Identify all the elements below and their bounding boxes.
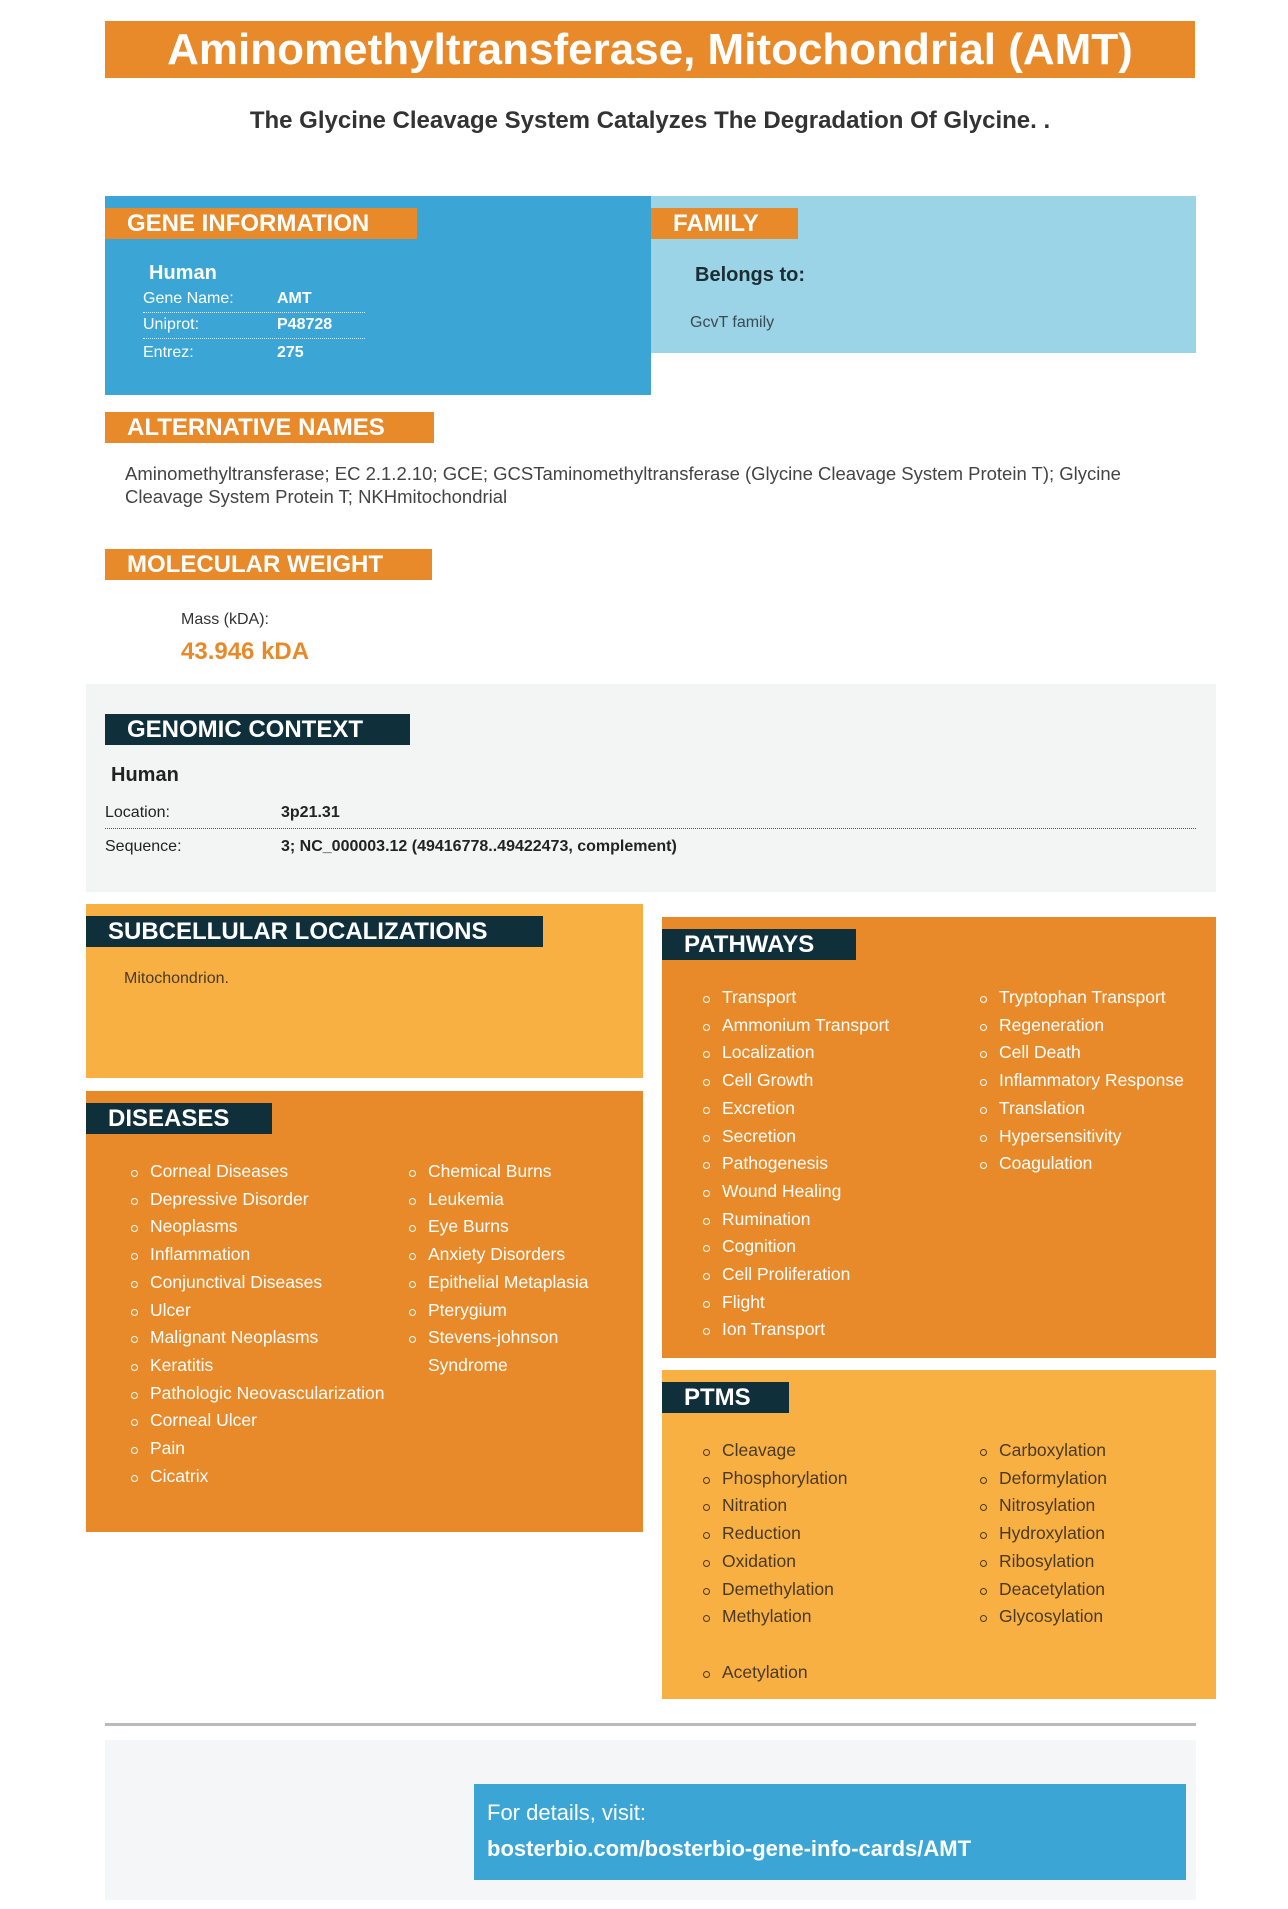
pathways-panel xyxy=(662,917,1216,1358)
list-item: Ulcer xyxy=(131,1297,391,1325)
location-value: 3p21.31 xyxy=(281,804,340,821)
genomic-species: Human xyxy=(111,764,179,786)
family-heading: FAMILY xyxy=(651,208,798,239)
gene-name-label: Gene Name: xyxy=(143,290,234,307)
list-item: Pathologic Neovascularization xyxy=(131,1380,391,1408)
list-item: Pterygium xyxy=(409,1297,629,1325)
list-item: Rumination xyxy=(703,1206,958,1234)
list-item: Phosphorylation xyxy=(703,1465,958,1493)
list-item: Coagulation xyxy=(980,1150,1210,1178)
list-item: Neoplasms xyxy=(131,1213,391,1241)
list-item: Deformylation xyxy=(980,1465,1210,1493)
list-item: Ribosylation xyxy=(980,1548,1210,1576)
list-item: Localization xyxy=(703,1039,958,1067)
list-item: Secretion xyxy=(703,1123,958,1151)
family-value: GcvT family xyxy=(690,314,775,331)
subcellular-localizations-panel xyxy=(86,904,643,1078)
list-item: Regeneration xyxy=(980,1012,1210,1040)
family-panel xyxy=(651,196,1196,353)
ptms-list-right xyxy=(980,1437,1210,1631)
list-item: Malignant Neoplasms xyxy=(131,1324,391,1352)
list-item: Reduction xyxy=(703,1520,958,1548)
list-item: Carboxylation xyxy=(980,1437,1210,1465)
list-item: Cicatrix xyxy=(131,1463,391,1491)
ptms-list-left xyxy=(703,1437,958,1686)
list-item: Acetylation xyxy=(703,1659,958,1687)
list-item: Excretion xyxy=(703,1095,958,1123)
list-item: Nitration xyxy=(703,1492,958,1520)
list-item: Hypersensitivity xyxy=(980,1123,1210,1151)
location-label: Location: xyxy=(105,804,170,821)
diseases-heading: DISEASES xyxy=(86,1103,272,1134)
list-item: Hydroxylation xyxy=(980,1520,1210,1548)
list-item: Cell Death xyxy=(980,1039,1210,1067)
gene-name-row xyxy=(143,287,365,313)
pathways-heading: PATHWAYS xyxy=(662,929,856,960)
list-item: Chemical Burns xyxy=(409,1158,629,1186)
list-item: Keratitis xyxy=(131,1352,391,1380)
entrez-label: Entrez: xyxy=(143,344,194,361)
list-item: Conjunctival Diseases xyxy=(131,1269,391,1297)
genomic-context-heading: GENOMIC CONTEXT xyxy=(105,714,410,745)
gene-species: Human xyxy=(149,262,217,284)
list-item: Pain xyxy=(131,1435,391,1463)
list-item: Deacetylation xyxy=(980,1576,1210,1604)
list-item: Demethylation xyxy=(703,1576,958,1604)
list-item: Leukemia xyxy=(409,1186,629,1214)
details-label: For details, visit: xyxy=(487,1800,646,1825)
list-item: Ion Transport xyxy=(703,1316,958,1344)
uniprot-value: P48728 xyxy=(277,316,333,333)
alternative-names-heading: ALTERNATIVE NAMES xyxy=(105,412,434,443)
uniprot-row xyxy=(143,313,365,339)
alternative-names-text: Aminomethyltransferase; EC 2.1.2.10; GCE; GCSTaminomethyltransferase (Glycine Cleavage System Protein T); Glycine Cleavage System Protein T; NKHmitochondrial xyxy=(125,463,1121,507)
list-item: Nitrosylation xyxy=(980,1492,1210,1520)
pathways-list-right xyxy=(980,984,1210,1178)
family-belongs-label: Belongs to: xyxy=(695,264,805,286)
molecular-weight-heading: MOLECULAR WEIGHT xyxy=(105,549,432,580)
details-link-box[interactable] xyxy=(474,1784,1186,1880)
diseases-list-left xyxy=(131,1158,391,1490)
subcellular-localizations-heading: SUBCELLULAR LOCALIZATIONS xyxy=(86,916,543,947)
list-item: Methylation xyxy=(703,1603,958,1631)
list-item: Cell Growth xyxy=(703,1067,958,1095)
list-item: Cell Proliferation xyxy=(703,1261,958,1289)
list-item: Cleavage xyxy=(703,1437,958,1465)
gene-information-panel xyxy=(105,196,651,395)
list-item: Eye Burns xyxy=(409,1213,629,1241)
list-item: Anxiety Disorders xyxy=(409,1241,629,1269)
list-item: Depressive Disorder xyxy=(131,1186,391,1214)
list-item: Stevens-johnson Syndrome xyxy=(409,1324,629,1379)
pathways-list-left xyxy=(703,984,958,1344)
list-item: Pathogenesis xyxy=(703,1150,958,1178)
subcellular-localization-text: Mitochondrion. xyxy=(124,970,229,987)
list-item: Flight xyxy=(703,1289,958,1317)
page-subtitle: The Glycine Cleavage System Catalyzes The Degradation Of Glycine. . xyxy=(249,107,1051,134)
details-link[interactable]: bosterbio.com/bosterbio-gene-info-cards/AMT xyxy=(487,1836,972,1861)
list-item: Inflammation xyxy=(131,1241,391,1269)
entrez-row xyxy=(143,341,365,367)
ptms-heading: PTMS xyxy=(662,1382,789,1413)
uniprot-label: Uniprot: xyxy=(143,316,200,333)
list-item: Translation xyxy=(980,1095,1210,1123)
sequence-row xyxy=(105,830,1196,863)
list-item: Transport xyxy=(703,984,958,1012)
sequence-value: 3; NC_000003.12 (49416778..49422473, complement) xyxy=(281,838,677,855)
mass-value: 43.946 kDA xyxy=(181,638,310,665)
list-item: Corneal Ulcer xyxy=(131,1407,391,1435)
diseases-panel xyxy=(86,1091,643,1532)
location-row xyxy=(105,796,1196,829)
list-item: Corneal Diseases xyxy=(131,1158,391,1186)
list-item: Tryptophan Transport xyxy=(980,984,1210,1012)
footer-divider xyxy=(105,1723,1196,1726)
page-title: Aminomethyltransferase, Mitochondrial (AMT) xyxy=(105,21,1195,78)
ptms-panel xyxy=(662,1370,1216,1699)
mass-label: Mass (kDA): xyxy=(181,611,269,628)
list-item: Inflammatory Response xyxy=(980,1067,1210,1095)
gene-information-heading: GENE INFORMATION xyxy=(105,208,417,239)
list-item: Epithelial Metaplasia xyxy=(409,1269,629,1297)
sequence-label: Sequence: xyxy=(105,838,182,855)
list-item: Oxidation xyxy=(703,1548,958,1576)
list-item: Ammonium Transport xyxy=(703,1012,958,1040)
list-item: Glycosylation xyxy=(980,1603,1210,1631)
entrez-value: 275 xyxy=(277,344,304,361)
list-item: Cognition xyxy=(703,1233,958,1261)
genomic-context-panel xyxy=(86,684,1216,892)
gene-name-value: AMT xyxy=(277,290,312,307)
list-item: Wound Healing xyxy=(703,1178,958,1206)
diseases-list-right xyxy=(409,1158,629,1380)
